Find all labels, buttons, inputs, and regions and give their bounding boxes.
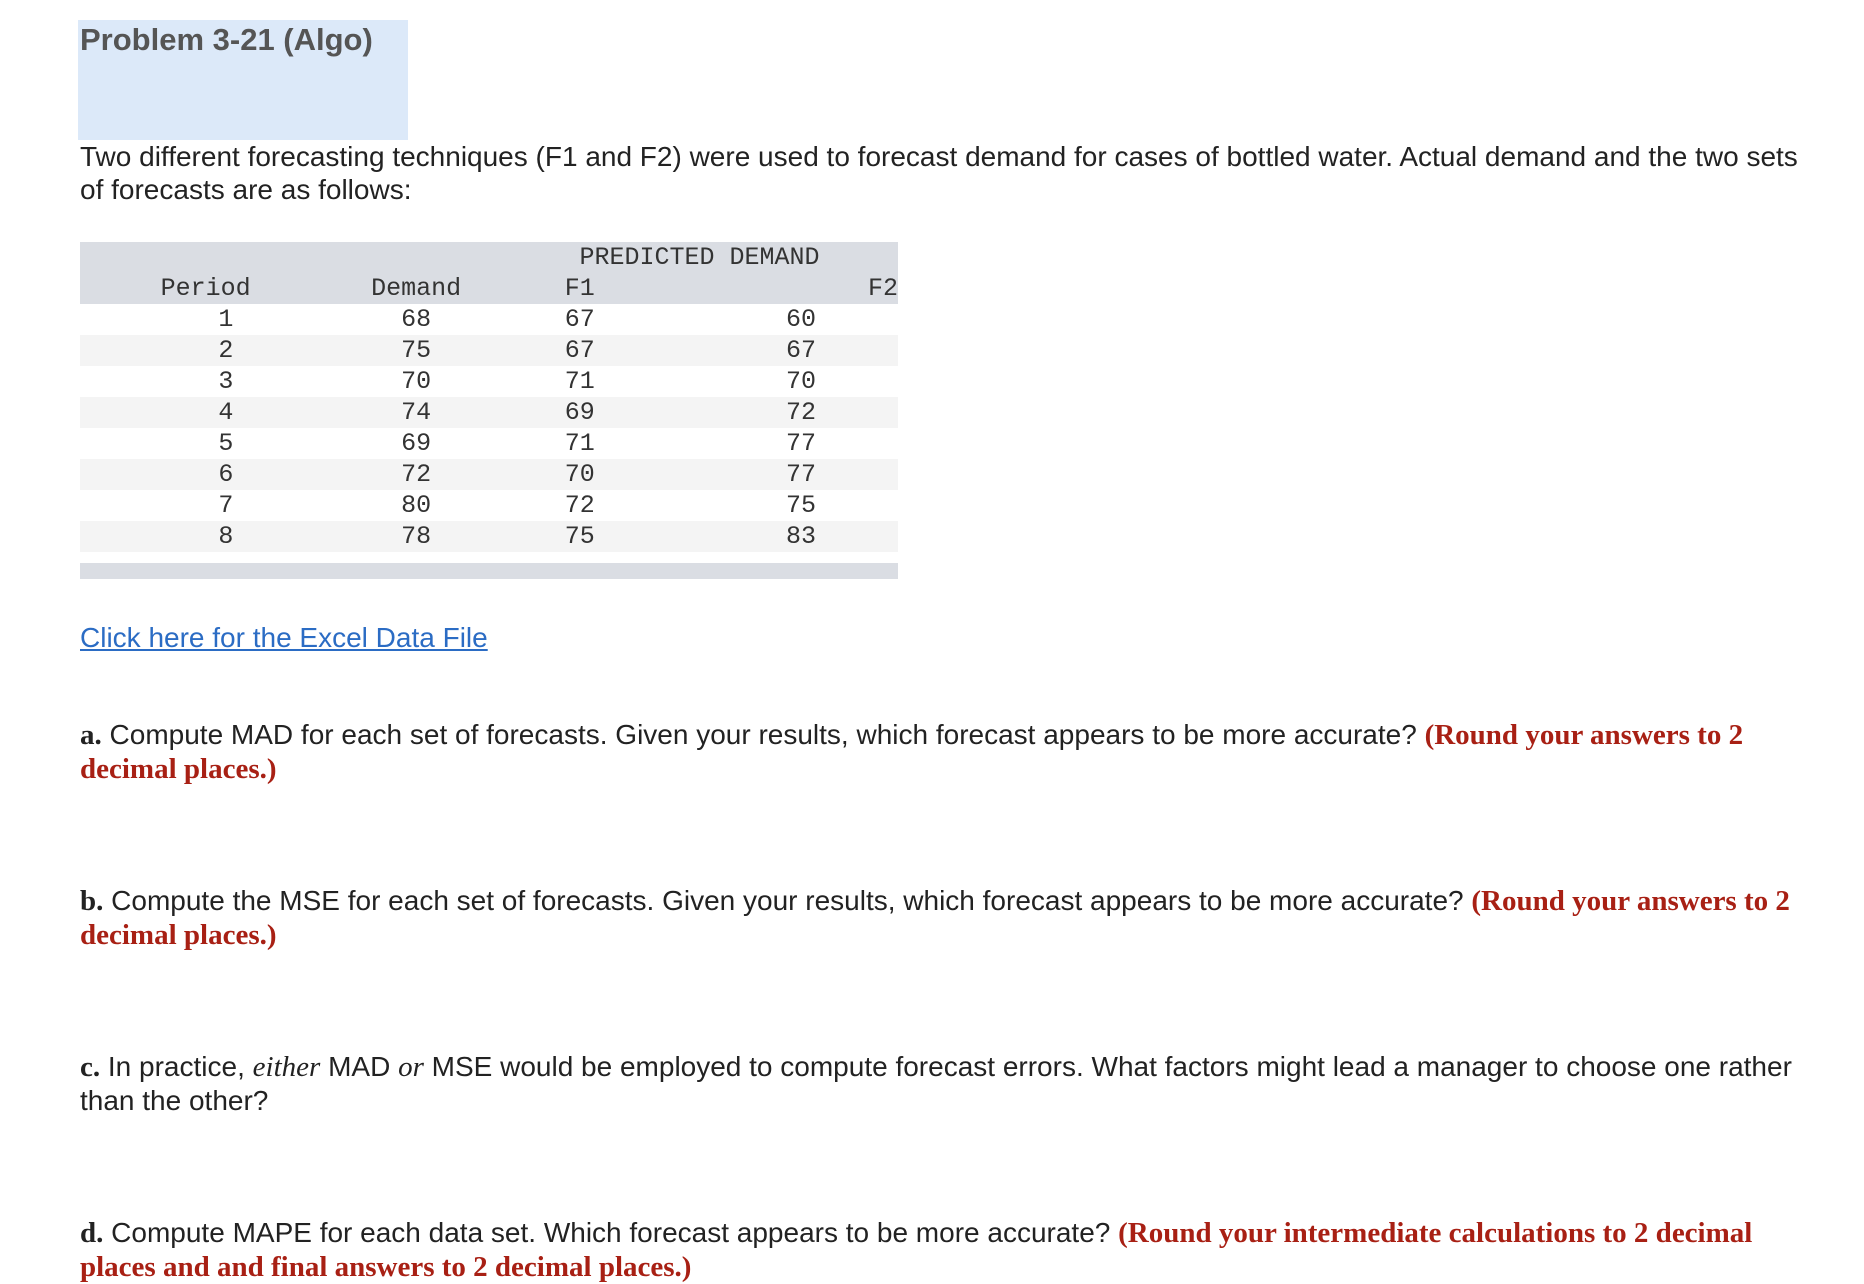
cell-f1: 72	[564, 491, 595, 520]
question-d	[80, 1216, 1800, 1284]
question-a	[80, 718, 1800, 786]
table-group-header-row	[80, 242, 898, 273]
question-c	[80, 1050, 1800, 1117]
question-d-letter: d.	[80, 1217, 104, 1249]
table-row	[80, 397, 898, 428]
question-c-or: or	[398, 1051, 424, 1083]
cell-f2: 77	[785, 429, 816, 458]
cell-demand: 74	[401, 398, 432, 427]
cell-f1: 71	[564, 367, 595, 396]
cell-f2: 75	[785, 491, 816, 520]
table-row	[80, 304, 898, 335]
cell-demand: 75	[401, 336, 432, 365]
column-header-period: Period	[160, 274, 251, 303]
cell-demand: 70	[401, 367, 432, 396]
question-a-text: Compute MAD for each set of forecasts. Given your results, which forecast appears to be more accurate?	[101, 719, 1425, 750]
cell-f1: 75	[564, 522, 595, 551]
question-c-text-1: In practice,	[100, 1051, 253, 1082]
excel-data-file-link[interactable]: Click here for the Excel Data File	[80, 622, 488, 653]
cell-f1: 67	[564, 305, 595, 334]
cell-demand: 78	[401, 522, 432, 551]
question-d-text: Compute MAPE for each data set. Which forecast appears to be more accurate?	[103, 1217, 1119, 1248]
question-b-letter: b.	[80, 885, 104, 917]
question-a-rounding-note: (Round your answers to 2 decimal places.)	[80, 719, 1744, 785]
cell-f2: 67	[785, 336, 816, 365]
cell-f1: 71	[564, 429, 595, 458]
cell-period: 8	[218, 522, 234, 551]
table-row	[80, 428, 898, 459]
table-row	[80, 335, 898, 366]
cell-demand: 72	[401, 460, 432, 489]
table-column-header-row	[80, 273, 898, 304]
column-header-f2: F2	[867, 274, 898, 303]
demand-table	[80, 242, 898, 552]
cell-f2: 60	[785, 305, 816, 334]
cell-f2: 72	[785, 398, 816, 427]
cell-f1: 70	[564, 460, 595, 489]
problem-intro: Two different forecasting techniques (F1 and F2) were used to forecast demand for cases of bottled water. Actual demand and the two sets of forecasts are as follows:	[80, 141, 1798, 205]
cell-period: 4	[218, 398, 234, 427]
question-c-text-3: MSE would be employed to compute forecast errors. What factors might lead a manager to choose one rather than the other?	[80, 1051, 1792, 1116]
table-row	[80, 490, 898, 521]
header-spacer	[331, 242, 501, 273]
cell-period: 7	[218, 491, 234, 520]
table-footer-bar	[80, 563, 898, 579]
cell-f2: 70	[785, 367, 816, 396]
table-row	[80, 366, 898, 397]
question-a-letter: a.	[80, 719, 102, 751]
cell-period: 5	[218, 429, 234, 458]
cell-period: 2	[218, 336, 234, 365]
column-header-demand: Demand	[371, 274, 462, 303]
cell-f1: 69	[564, 398, 595, 427]
question-b-rounding-note: (Round your answers to 2 decimal places.)	[80, 885, 1790, 951]
cell-demand: 68	[401, 305, 432, 334]
cell-period: 3	[218, 367, 234, 396]
column-header-f1: F1	[564, 274, 595, 303]
cell-demand: 69	[401, 429, 432, 458]
cell-period: 1	[218, 305, 234, 334]
question-c-text-2: MAD	[320, 1051, 399, 1082]
question-d-rounding-note: (Round your intermediate calculations to 2 decimal places and and final answers to 2 decimal places.)	[80, 1217, 1753, 1283]
question-c-either: either	[252, 1051, 321, 1083]
predicted-demand-header: PREDICTED DEMAND	[579, 243, 820, 272]
table-row	[80, 521, 898, 552]
problem-title: Problem 3-21 (Algo)	[80, 22, 373, 57]
cell-period: 6	[218, 460, 234, 489]
question-b	[80, 884, 1800, 952]
question-c-letter: c.	[80, 1051, 101, 1083]
question-b-text: Compute the MSE for each set of forecasts. Given your results, which forecast appears to be more accurate?	[103, 885, 1472, 916]
table-row	[80, 459, 898, 490]
cell-f2: 77	[785, 460, 816, 489]
header-spacer	[80, 242, 331, 273]
cell-demand: 80	[401, 491, 432, 520]
cell-f2: 83	[785, 522, 816, 551]
cell-f1: 67	[564, 336, 595, 365]
